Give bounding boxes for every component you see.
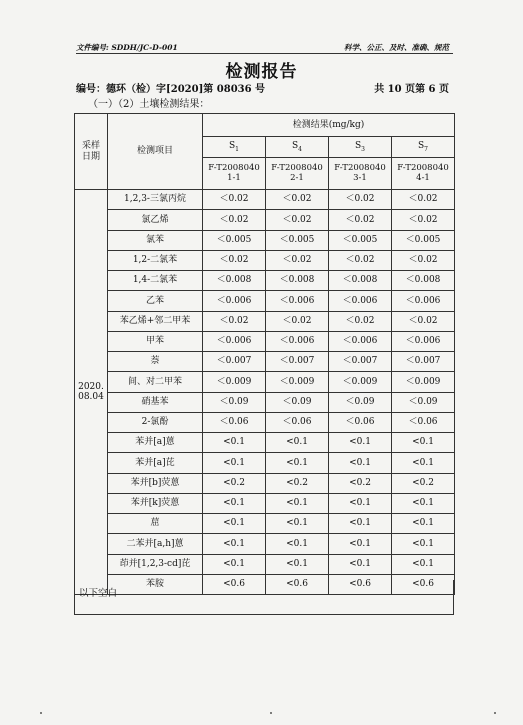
item-cell: 硝基苯 <box>108 392 203 412</box>
value-cell: <0.2 <box>329 473 392 493</box>
value-cell: ＜0.02 <box>266 250 329 270</box>
value-cell: ＜0.006 <box>329 331 392 351</box>
item-cell: 甲苯 <box>108 331 203 351</box>
table-row <box>75 534 455 554</box>
value-cell: ＜0.02 <box>392 210 455 230</box>
value-cell: ＜0.02 <box>266 190 329 210</box>
value-cell: <0.1 <box>392 433 455 453</box>
value-cell: ＜0.005 <box>203 230 266 250</box>
table-row <box>75 352 455 372</box>
value-cell: ＜0.02 <box>392 190 455 210</box>
table-row <box>75 210 455 230</box>
value-cell: ＜0.02 <box>329 311 392 331</box>
table-row <box>75 453 455 473</box>
item-cell: 乙苯 <box>108 291 203 311</box>
file-number: 文件编号: SDDH/JC-D-001 <box>76 43 178 52</box>
item-cell: 苯并[a]蒽 <box>108 433 203 453</box>
item-cell: 1,2-二氯苯 <box>108 250 203 270</box>
sample-id: F-T2008040 1-1 <box>203 158 266 190</box>
table-row <box>75 271 455 291</box>
value-cell: ＜0.02 <box>203 190 266 210</box>
item-cell: 1,4-二氯苯 <box>108 271 203 291</box>
value-cell: ＜0.007 <box>329 352 392 372</box>
item-cell: 二苯并[a,h]蒽 <box>108 534 203 554</box>
value-cell: ＜0.008 <box>329 271 392 291</box>
table-row <box>75 372 455 392</box>
value-cell: ＜0.009 <box>392 372 455 392</box>
value-cell: <0.1 <box>329 554 392 574</box>
value-cell: <0.1 <box>203 493 266 513</box>
value-cell: <0.1 <box>392 493 455 513</box>
value-cell: <0.6 <box>329 574 392 594</box>
value-cell: ＜0.008 <box>203 271 266 291</box>
table-row <box>75 473 455 493</box>
value-cell: ＜0.06 <box>329 412 392 432</box>
table-row <box>75 230 455 250</box>
value-cell: ＜0.02 <box>329 190 392 210</box>
value-cell: ＜0.009 <box>329 372 392 392</box>
table-row <box>75 291 455 311</box>
page-title: 检测报告 <box>225 62 298 82</box>
table-row <box>75 433 455 453</box>
document-number: 编号：德环（检）字[2020]第 08036 号 <box>76 84 266 95</box>
value-cell: ＜0.02 <box>266 210 329 230</box>
value-cell: ＜0.02 <box>203 250 266 270</box>
site-label: S <box>229 140 236 151</box>
value-cell: ＜0.006 <box>392 331 455 351</box>
value-cell: <0.6 <box>203 574 266 594</box>
soil-results-table <box>74 113 455 595</box>
table-row <box>75 514 455 534</box>
value-cell: ＜0.02 <box>203 311 266 331</box>
value-cell: ＜0.09 <box>203 392 266 412</box>
value-cell: <0.1 <box>329 534 392 554</box>
value-cell: ＜0.008 <box>266 271 329 291</box>
item-cell: 氯苯 <box>108 230 203 250</box>
value-cell: ＜0.005 <box>329 230 392 250</box>
value-cell: ＜0.009 <box>203 372 266 392</box>
item-cell: 间、对二甲苯 <box>108 372 203 392</box>
value-cell: <0.2 <box>203 473 266 493</box>
footer-box <box>74 580 454 615</box>
value-cell: <0.1 <box>392 554 455 574</box>
value-cell: ＜0.007 <box>392 352 455 372</box>
sample-id: F-T2008040 2-1 <box>266 158 329 190</box>
sample-id: F-T2008040 3-1 <box>329 158 392 190</box>
value-cell: <0.1 <box>329 514 392 534</box>
value-cell: ＜0.06 <box>203 412 266 432</box>
item-cell: 茚并[1,2,3-cd]芘 <box>108 554 203 574</box>
value-cell: ＜0.09 <box>266 392 329 412</box>
item-cell: 苯乙烯+邻二甲苯 <box>108 311 203 331</box>
site-subscript: 3 <box>361 145 365 153</box>
value-cell: <0.1 <box>392 514 455 534</box>
value-cell: ＜0.09 <box>329 392 392 412</box>
table-row <box>75 412 455 432</box>
site-subscript: 4 <box>298 145 302 153</box>
table-row <box>75 554 455 574</box>
table-row <box>75 331 455 351</box>
value-cell: <0.1 <box>266 433 329 453</box>
value-cell: ＜0.006 <box>203 331 266 351</box>
value-cell: ＜0.02 <box>266 311 329 331</box>
value-cell: <0.1 <box>203 514 266 534</box>
value-cell: ＜0.009 <box>266 372 329 392</box>
value-cell: <0.1 <box>203 534 266 554</box>
value-cell: ＜0.007 <box>266 352 329 372</box>
item-cell: 2-氯酚 <box>108 412 203 432</box>
value-cell: ＜0.006 <box>329 291 392 311</box>
scan-dot <box>270 712 272 714</box>
value-cell: ＜0.008 <box>392 271 455 291</box>
value-cell: <0.6 <box>392 574 455 594</box>
item-cell: 苯并[a]芘 <box>108 453 203 473</box>
value-cell: <0.1 <box>266 453 329 473</box>
value-cell: ＜0.006 <box>392 291 455 311</box>
value-cell: ＜0.09 <box>392 392 455 412</box>
item-cell: 萘 <box>108 352 203 372</box>
site-header <box>203 137 266 158</box>
site-subscript: 7 <box>424 145 428 153</box>
item-cell: 䓛 <box>108 514 203 534</box>
value-cell: <0.1 <box>392 534 455 554</box>
scan-dot <box>494 712 496 714</box>
value-cell: ＜0.02 <box>329 210 392 230</box>
motto: 科学、公正、及时、准确、规范 <box>344 43 449 52</box>
value-cell: ＜0.005 <box>392 230 455 250</box>
table-row <box>75 311 455 331</box>
value-cell: ＜0.007 <box>203 352 266 372</box>
header-divider <box>76 53 453 54</box>
value-cell: <0.1 <box>266 554 329 574</box>
value-cell: <0.2 <box>266 473 329 493</box>
sample-date-cell: 2020. 08.04 <box>75 190 108 595</box>
value-cell: ＜0.06 <box>266 412 329 432</box>
sample-id: F-T2008040 4-1 <box>392 158 455 190</box>
item-cell: 氯乙烯 <box>108 210 203 230</box>
item-cell: 1,2,3-三氯丙烷 <box>108 190 203 210</box>
site-header <box>329 137 392 158</box>
value-cell: <0.1 <box>203 554 266 574</box>
value-cell: <0.1 <box>266 534 329 554</box>
value-cell: <0.6 <box>266 574 329 594</box>
value-cell: <0.2 <box>392 473 455 493</box>
item-cell: 苯并[k]荧蒽 <box>108 493 203 513</box>
item-cell: 苯胺 <box>108 574 203 594</box>
table-row <box>75 190 455 210</box>
section-title: （一）（2）土壤检测结果： <box>88 99 210 110</box>
page-info: 共 10 页第 6 页 <box>374 84 449 95</box>
value-cell: ＜0.005 <box>266 230 329 250</box>
value-cell: <0.1 <box>329 433 392 453</box>
value-cell: ＜0.006 <box>266 331 329 351</box>
value-cell: ＜0.02 <box>392 250 455 270</box>
value-cell: <0.1 <box>203 433 266 453</box>
value-cell: <0.1 <box>329 493 392 513</box>
value-cell: ＜0.006 <box>203 291 266 311</box>
site-header <box>266 137 329 158</box>
value-cell: ＜0.02 <box>329 250 392 270</box>
item-cell: 苯并[b]荧蒽 <box>108 473 203 493</box>
scan-dot <box>40 712 42 714</box>
table-row <box>75 392 455 412</box>
value-cell: <0.1 <box>329 453 392 473</box>
value-cell: <0.1 <box>203 453 266 473</box>
item-header: 检测项目 <box>108 114 203 190</box>
value-cell: <0.1 <box>392 453 455 473</box>
table-row <box>75 493 455 513</box>
value-cell: ＜0.02 <box>203 210 266 230</box>
site-label: S <box>292 140 299 151</box>
value-cell: ＜0.02 <box>392 311 455 331</box>
footer-note: 以下空白 <box>79 588 118 599</box>
site-label: S <box>418 140 425 151</box>
site-header <box>392 137 455 158</box>
table-row <box>75 250 455 270</box>
value-cell: <0.1 <box>266 493 329 513</box>
site-label: S <box>355 140 362 151</box>
result-header: 检测结果(mg/kg) <box>203 114 455 137</box>
site-subscript: 1 <box>235 145 239 153</box>
value-cell: ＜0.006 <box>266 291 329 311</box>
value-cell: ＜0.06 <box>392 412 455 432</box>
value-cell: <0.1 <box>266 514 329 534</box>
sample-date-header: 采样 日期 <box>75 114 108 190</box>
